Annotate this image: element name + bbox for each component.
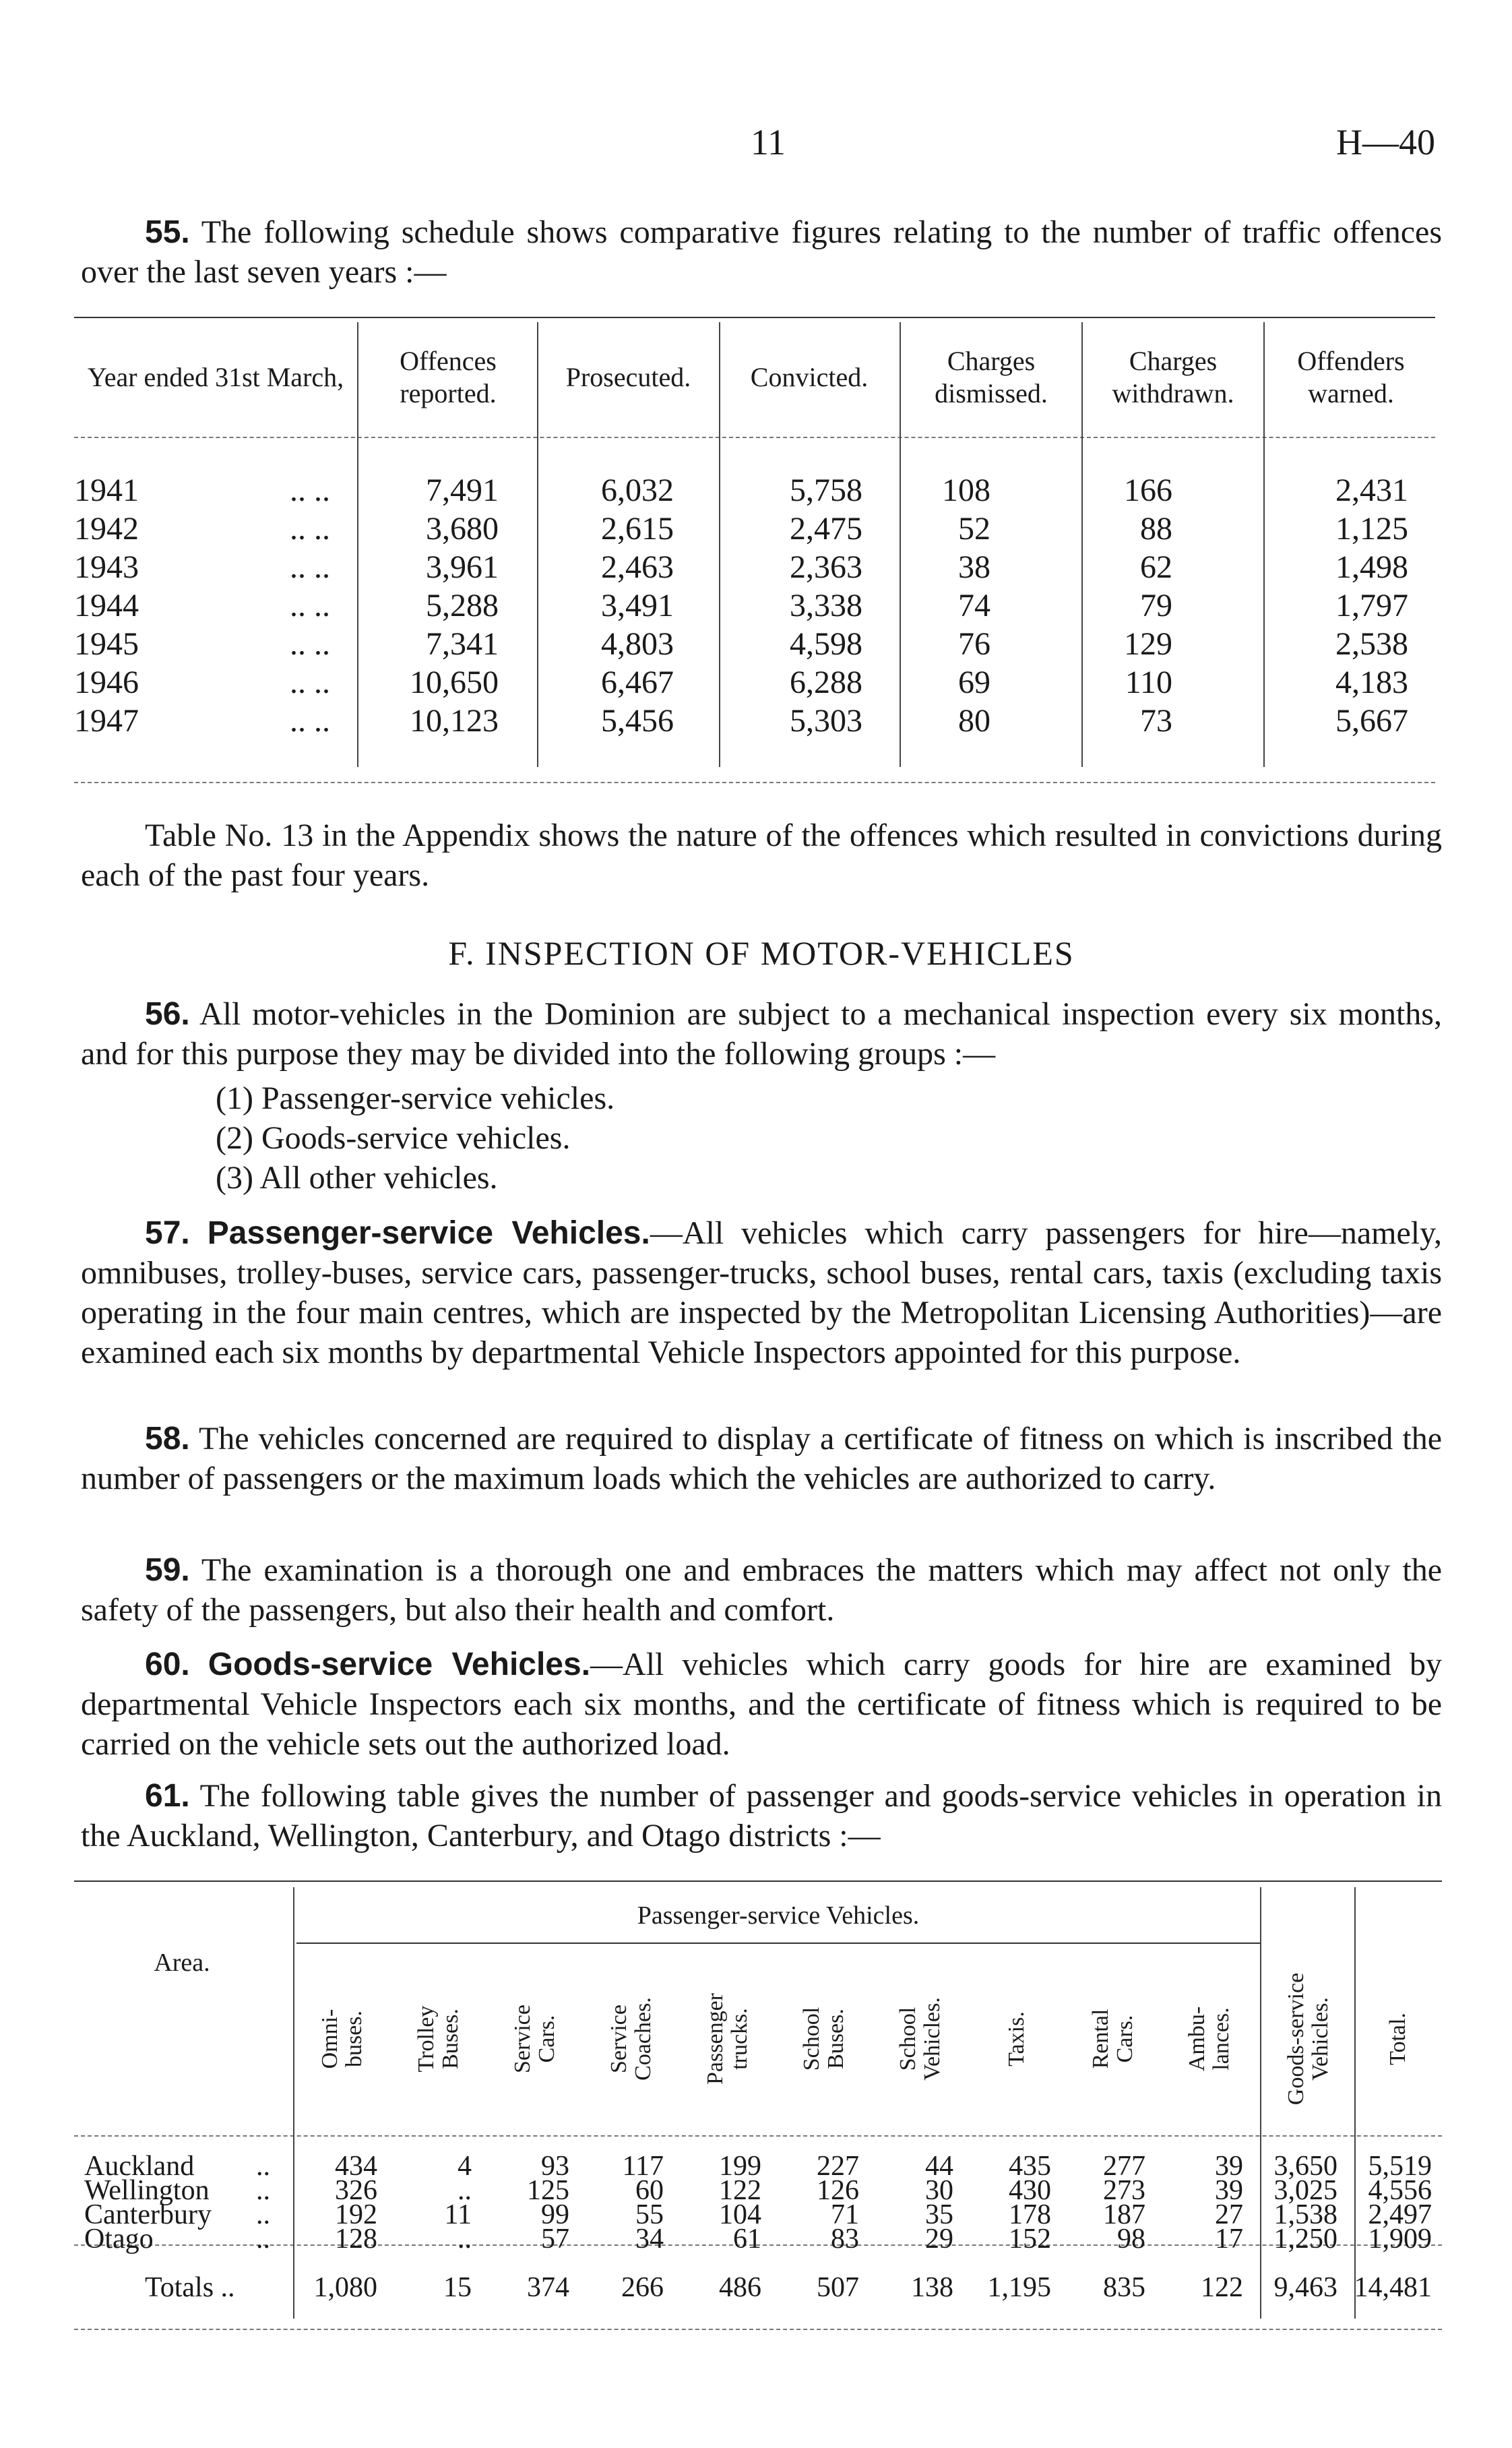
table-cell: 126 <box>817 2175 859 2206</box>
header-omnibuses: Omni- buses. <box>317 2009 367 2069</box>
group-header-rule <box>296 1942 1260 1944</box>
list-item: (1) Passenger-service vehicles. <box>216 1080 615 1116</box>
table-cell: 326 <box>335 2175 377 2206</box>
table-cell: 430 <box>1009 2175 1051 2206</box>
paragraph-text: All motor-vehicles in the Dominion are subject to a mechanical inspection every six months, and for this purpose they may be divided into the following groups :— <box>81 996 1442 1072</box>
table-cell: 83 <box>831 2224 859 2255</box>
paragraph-number: 55. <box>145 214 190 250</box>
table-cell: 178 <box>1009 2199 1051 2230</box>
paragraph-text: The following schedule shows comparative figures relating to the number of traffic offences over the last seven years :— <box>81 214 1443 290</box>
area-label: Wellington <box>84 2175 210 2206</box>
paragraph-number: 57. <box>145 1215 190 1251</box>
total-cell: 1,080 <box>313 2272 377 2303</box>
paragraph-number: 58. <box>145 1421 190 1457</box>
table-header-rule <box>74 2135 1442 2137</box>
table-cell: 187 <box>1103 2199 1145 2230</box>
table-cell: 29 <box>925 2224 953 2255</box>
vehicle-groups-list <box>216 1078 615 1198</box>
table-cell: 1,909 <box>1368 2224 1432 2255</box>
table-cell: 34 <box>635 2224 664 2255</box>
paragraph-58 <box>81 1419 1442 1498</box>
list-item: (3) All other vehicles. <box>216 1160 498 1196</box>
paragraph-number: 61. <box>145 1778 190 1814</box>
table-cell: 61 <box>733 2224 761 2255</box>
table-cell: 35 <box>925 2199 953 2230</box>
total-cell: 266 <box>621 2272 664 2303</box>
header-ambulances: Ambu- lances. <box>1185 2006 1234 2072</box>
header-school-vehicles: School Vehicles. <box>895 1997 945 2081</box>
table-header-rule <box>74 437 1435 438</box>
paragraph-57 <box>81 1213 1442 1372</box>
table-cell: 1,250 <box>1273 2224 1337 2255</box>
header-area: Area. <box>154 1949 210 1977</box>
paragraph-heading: Goods-service Vehicles. <box>208 1647 591 1682</box>
table-cell: 93 <box>541 2151 569 2182</box>
total-cell: 835 <box>1103 2272 1145 2303</box>
paragraph-text: —All vehicles which carry goods for hire are examined by departmental Vehicle Inspectors each six months, and the certificate of fitness which is required to be carried on the vehicle sets out the authorized load. <box>81 1647 1443 1762</box>
total-cell: 138 <box>911 2272 953 2303</box>
total-cell: 9,463 <box>1273 2272 1337 2303</box>
page-reference: H—40 <box>1336 122 1435 162</box>
paragraph-heading: Passenger-service Vehicles. <box>207 1215 650 1251</box>
total-cell: 14,481 <box>1354 2272 1432 2303</box>
table-cell: 1,538 <box>1273 2199 1337 2230</box>
table-note: Table No. 13 in the Appendix shows the nature of the offences which resulted in convictions during each of the past four years. <box>81 818 1442 893</box>
header-prosecuted: Prosecuted. <box>565 362 691 392</box>
header-service-cars: Service Cars. <box>510 2005 559 2073</box>
table-cell: 434 <box>335 2151 377 2182</box>
totals-label: Totals .. <box>145 2272 235 2303</box>
table-cell: 11 <box>444 2199 472 2230</box>
table-top-rule <box>74 317 1435 318</box>
table-cell: 117 <box>622 2151 664 2182</box>
table-bottom-rule <box>74 782 1435 783</box>
table-cell: 277 <box>1103 2151 1145 2182</box>
paragraph-number: 56. <box>145 996 190 1032</box>
paragraph-56 <box>81 994 1442 1074</box>
total-cell: 507 <box>817 2272 859 2303</box>
header-trolley-buses: Trolley Buses. <box>414 2005 463 2073</box>
table-cell: 3,025 <box>1273 2175 1337 2206</box>
paragraph-number: 59. <box>145 1552 190 1588</box>
table-cell: .. <box>458 2224 472 2255</box>
table-cell: 57 <box>541 2224 569 2255</box>
table-cell: 4,556 <box>1368 2175 1432 2206</box>
total-cell: 486 <box>719 2272 761 2303</box>
table-cell: 39 <box>1215 2151 1243 2182</box>
header-taxis: Taxis. <box>1004 2011 1029 2067</box>
table-cell: 27 <box>1215 2199 1243 2230</box>
table-cell: 5,519 <box>1368 2151 1432 2182</box>
table-cell: 4 <box>458 2151 472 2182</box>
table-cell: 227 <box>817 2151 859 2182</box>
table-cell: 99 <box>541 2199 569 2230</box>
header-charges-withdrawn: Charges withdrawn. <box>1112 346 1234 408</box>
area-label: Otago <box>84 2224 154 2255</box>
table-cell: 125 <box>527 2175 569 2206</box>
table-cell: 273 <box>1103 2175 1145 2206</box>
leader-dots: .. <box>256 2175 270 2206</box>
table-cell: 17 <box>1215 2224 1243 2255</box>
paragraph-60 <box>81 1645 1442 1764</box>
section-title: F. INSPECTION OF MOTOR-VEHICLES <box>448 934 1075 972</box>
paragraph-text: The following table gives the number of passenger and goods-service vehicles in operation in the Auckland, Wellington, Canterbury, and Otago districts :— <box>81 1778 1442 1854</box>
header-total: Total. <box>1385 2013 1410 2065</box>
paragraph-55 <box>81 212 1442 292</box>
header-year: Year ended 31st March, <box>87 362 344 392</box>
table-cell: 39 <box>1215 2175 1243 2206</box>
table-cell: 128 <box>335 2224 377 2255</box>
total-cell: 374 <box>527 2272 569 2303</box>
table-cell: 104 <box>719 2199 761 2230</box>
paragraph-61 <box>81 1776 1442 1856</box>
paragraph-59 <box>81 1550 1442 1630</box>
table-cell: 71 <box>831 2199 859 2230</box>
table-cell: 44 <box>925 2151 953 2182</box>
header-rental-cars: Rental Cars. <box>1088 2009 1137 2069</box>
table-cell: 30 <box>925 2175 953 2206</box>
header-offences-reported: Offences reported. <box>400 346 497 408</box>
page-number: 11 <box>751 122 786 162</box>
area-label: Auckland <box>84 2151 195 2182</box>
header-passenger-service: Passenger-service Vehicles. <box>637 1901 920 1930</box>
table-cell: 192 <box>335 2199 377 2230</box>
total-cell: 15 <box>443 2272 472 2303</box>
table-cell: 435 <box>1009 2151 1051 2182</box>
list-item: (2) Goods-service vehicles. <box>216 1120 571 1156</box>
table-cell: .. <box>458 2175 472 2206</box>
table-cell: 199 <box>719 2151 761 2182</box>
header-service-coaches: Service Coaches. <box>606 1997 656 2081</box>
table-top-rule <box>74 1880 1442 1882</box>
header-goods-service: Goods-service Vehicles. <box>1284 1972 1333 2106</box>
header-charges-dismissed: Charges dismissed. <box>935 346 1048 408</box>
table-cell: 3,650 <box>1273 2151 1337 2182</box>
total-cell: 1,195 <box>987 2272 1051 2303</box>
leader-dots: .. <box>256 2224 270 2255</box>
header-offenders-warned: Offenders warned. <box>1297 346 1405 408</box>
table-cell: 55 <box>635 2199 664 2230</box>
total-cell: 122 <box>1201 2272 1243 2303</box>
table-cell: 2,497 <box>1368 2199 1432 2230</box>
table-cell: 152 <box>1009 2224 1051 2255</box>
paragraph-text: The vehicles concerned are required to display a certificate of fitness on which is inscribed the number of passengers or the maximum loads which the vehicles are authorized to carry. <box>81 1421 1442 1496</box>
table-cell: 122 <box>719 2175 761 2206</box>
header-passenger-trucks: Passenger trucks. <box>703 1993 752 2085</box>
table-cell: 98 <box>1117 2224 1145 2255</box>
leader-dots: .. <box>256 2151 270 2182</box>
paragraph-number: 60. <box>145 1647 190 1682</box>
document-page: 11 H—40 55. The following schedule shows comparative figures relating to the number of traffic offences over the last seven years :— Year ended 31st March, Offences reported. Prosecuted. Convicted. Charges dismissed. Charges withdrawn. Offenders warned. 1941 .. .. 7,491 6,032 5,758 108 166 2,431 1942 .. .. 3,680 2,615 2,475 52 88 1,125 1943 .. .. 3,961 2,463 2,363 38 62 1,498 1944 .. .. 5,288 3,491 3,338 74 79 1,797 1945 .. .. 7,341 4,803 4,598 76 129 2,538 1946 .. .. 10,650 6,467 6,288 69 110 4,183 1947 .. .. 10,123 5,456 5,303 80 73 5,667 Table No. 13 in the Appendix shows the nature of the offences which resulted in convictions during each of the past four years. F. INSPECTION OF MOTOR-VEHICLES 56. All motor-vehicles in the Dominion are subject to a mechanical inspection every six months, and for this purpose they may be divided into the following groups :— (1) Passenger-service vehicles. (2) Goods-service vehicles. (3) All other vehicles. 57. Passenger-service Vehicles.—All vehicles which carry passengers for hire—namely, omnibuses, trolley-buses, service cars, passenger-trucks, school buses, rental cars, taxis (excluding taxis operating in the four main centres, which are inspected by the Metropolitan Licensing Authorities)—are examined each six months by departmental Vehicle Inspectors appointed for this purpose. 58. The vehicles concerned are required to display a certificate of fitness on which is inscribed the number of passengers or the maximum loads which the vehicles are authorized to carry. 59. The examination is a thorough one and embraces the matters which may affect not only the safety of the passengers, but also their health and comfort. 60. Goods-service Vehicles.—All vehicles which carry goods for hire are examined by departmental Vehicle Inspectors each six months, and the certificate of fitness which is required to be carried on the vehicle sets out the authorized load. 61. The following table gives the number of passenger and goods-service vehicles in operation in the Auckland, Wellington, Canterbury, and Otago districts :— Area. Passenger-service Vehicles. Omni- buses. Trolley Buses. Service Cars. Service Coaches. Passenger trucks. School Buses. School Vehicles. Taxis. Rental Cars. Ambu- lances. Goods-service Vehicles. Total. Auckland .. 434 4 93 117 199 227 44 435 277 39 3,650 5,519 Wellington .. 326 .. 125 60 122 126 30 430 273 39 3,025 4,556 Canterbury .. 192 11 99 55 104 71 35 178 187 27 1,538 2,497 Otago .. 128 .. 57 34 61 83 29 152 98 17 1,250 1,909 Totals .. 1,080 15 374 266 486 507 138 1,195 835 122 9,463 14,481 <box>0 0 1512 2448</box>
table-bottom-rule <box>74 2329 1442 2330</box>
paragraph-text: The examination is a thorough one and embraces the matters which may affect not only the safety of the passengers, but also their health and comfort. <box>81 1552 1442 1628</box>
header-school-buses: School Buses. <box>799 2007 848 2071</box>
paragraph-text: —All vehicles which carry passengers for hire—namely, omnibuses, trolley-buses, service cars, passenger-trucks, school buses, rental cars, taxis (excluding taxis operating in the four main centres, which are inspected by the Metropolitan Licensing Authorities)—are examined each six months by departmental Vehicle Inspectors appointed for this purpose. <box>81 1215 1442 1370</box>
area-label: Canterbury <box>84 2199 212 2230</box>
table-cell: 60 <box>635 2175 664 2206</box>
header-convicted: Convicted. <box>750 362 869 392</box>
leader-dots: .. <box>256 2199 270 2230</box>
